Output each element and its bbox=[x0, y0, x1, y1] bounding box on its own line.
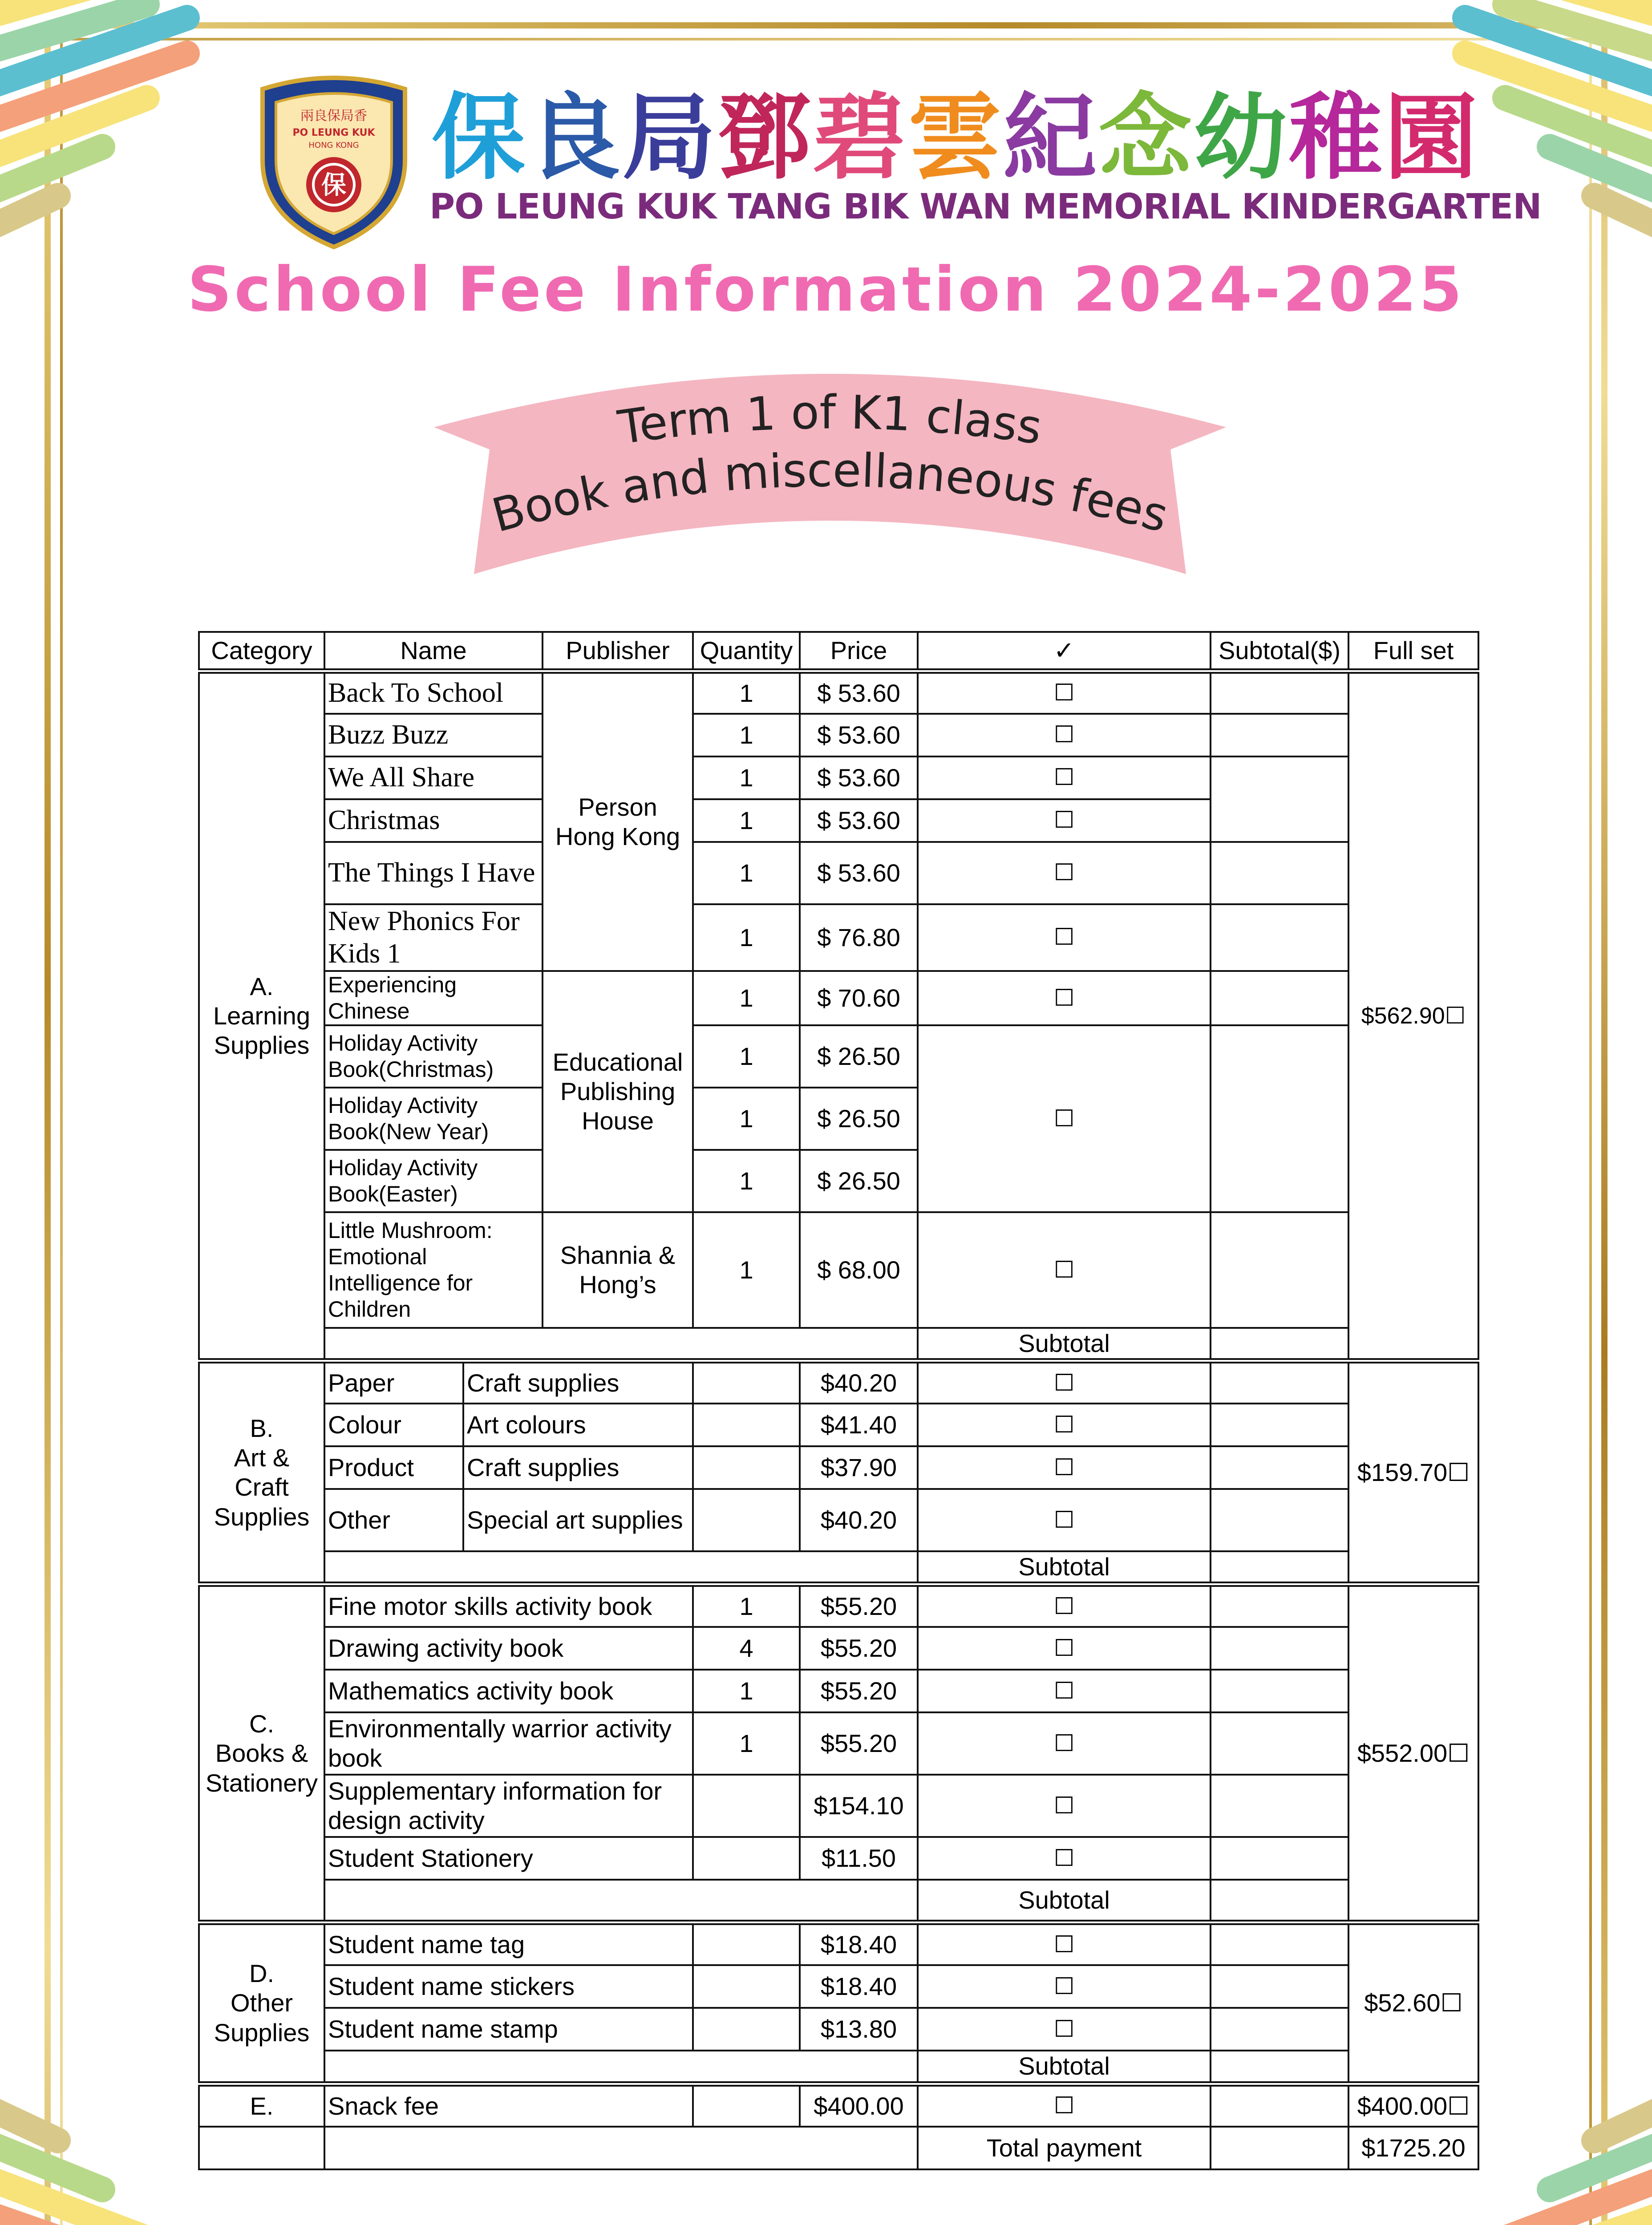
school-name-char: 碧 bbox=[813, 83, 908, 192]
category-c: C. Books & Stationery bbox=[199, 1584, 324, 1922]
item-quantity: 1 bbox=[693, 1212, 800, 1328]
item-checkbox[interactable]: ☐ bbox=[1053, 764, 1075, 791]
empty-cell bbox=[324, 1880, 918, 1922]
header-subtotal: Subtotal($) bbox=[1211, 632, 1348, 671]
item-price: $18.40 bbox=[800, 1965, 918, 2008]
item-price: $40.20 bbox=[800, 1361, 918, 1404]
subtotal-cell bbox=[1211, 2008, 1348, 2051]
item-price: $ 76.80 bbox=[800, 904, 918, 971]
item-price: $154.10 bbox=[800, 1775, 918, 1837]
table-row bbox=[199, 1361, 1478, 1404]
checkbox-cell bbox=[918, 1627, 1211, 1670]
item-description: Craft supplies bbox=[463, 1361, 693, 1404]
item-quantity bbox=[693, 1361, 800, 1404]
subtotal-cell bbox=[1211, 1489, 1348, 1551]
item-price: $41.40 bbox=[800, 1404, 918, 1446]
item-quantity bbox=[693, 1489, 800, 1551]
item-name: Mathematics activity book bbox=[324, 1670, 693, 1712]
item-quantity: 1 bbox=[693, 1088, 800, 1150]
item-price: $40.20 bbox=[800, 1489, 918, 1551]
item-quantity: 4 bbox=[693, 1627, 800, 1670]
item-quantity bbox=[693, 2008, 800, 2051]
item-name: Holiday Activity Book(Easter) bbox=[324, 1150, 543, 1212]
item-price: $55.20 bbox=[800, 1627, 918, 1670]
corner-stripes-decoration bbox=[0, 2087, 231, 2225]
table-row bbox=[199, 1670, 1478, 1712]
category-b: B. Art & Craft Supplies bbox=[199, 1361, 324, 1584]
subtotal-cell bbox=[1211, 1965, 1348, 2008]
school-name-char: 保 bbox=[432, 83, 527, 192]
item-price: $ 53.60 bbox=[800, 756, 918, 799]
item-quantity bbox=[693, 1775, 800, 1837]
subtotal-cell bbox=[1211, 1446, 1348, 1489]
item-name: Student name stickers bbox=[324, 1965, 693, 2008]
item-price: $13.80 bbox=[800, 2008, 918, 2051]
checkbox-cell bbox=[918, 1584, 1211, 1627]
svg-text:兩良保局香: 兩良保局香 bbox=[300, 108, 367, 124]
item-name: Buzz Buzz bbox=[324, 714, 543, 756]
subtotal-cell bbox=[1211, 1627, 1348, 1670]
school-name-char: 良 bbox=[527, 83, 623, 192]
checkbox-cell bbox=[918, 842, 1211, 904]
subtotal-row bbox=[199, 1551, 1478, 1584]
subtotal-cell bbox=[1211, 756, 1348, 842]
item-name: Holiday Activity Book(Christmas) bbox=[324, 1025, 543, 1088]
empty-cell bbox=[324, 2051, 918, 2083]
table-row bbox=[199, 671, 1478, 714]
subtotal-cell bbox=[1211, 1775, 1348, 1837]
item-name: Experiencing Chinese bbox=[324, 971, 543, 1025]
school-name-char: 鄧 bbox=[717, 83, 813, 192]
item-quantity: 1 bbox=[693, 904, 800, 971]
table-row bbox=[199, 1922, 1478, 1965]
table-row bbox=[199, 1446, 1478, 1489]
item-price: $55.20 bbox=[800, 1584, 918, 1627]
item-price: $400.00 bbox=[800, 2084, 918, 2127]
item-price: $ 53.60 bbox=[800, 842, 918, 904]
subtotal-cell bbox=[1211, 904, 1348, 971]
ribbon-line-2: Book and miscellaneous fees bbox=[486, 443, 1174, 543]
item-quantity: 1 bbox=[693, 1025, 800, 1088]
item-name: Paper bbox=[324, 1361, 463, 1404]
item-price: $ 53.60 bbox=[800, 714, 918, 756]
page-title: School Fee Information 2024-2025 bbox=[187, 254, 1465, 325]
item-description: Craft supplies bbox=[463, 1446, 693, 1489]
item-price: $18.40 bbox=[800, 1922, 918, 1965]
subtotal-cell bbox=[1211, 1922, 1348, 1965]
item-name: Supplementary information for design activity bbox=[324, 1775, 693, 1837]
item-quantity bbox=[693, 1965, 800, 2008]
school-name-char: 紀 bbox=[1003, 83, 1099, 192]
table-row bbox=[199, 1404, 1478, 1446]
subtotal-cell bbox=[1211, 842, 1348, 904]
subtotal-cell bbox=[1211, 1584, 1348, 1627]
publisher-shannia: Shannia & Hong’s bbox=[543, 1212, 693, 1328]
item-description: Special art supplies bbox=[463, 1489, 693, 1551]
checkbox-cell bbox=[918, 1446, 1211, 1489]
checkbox-cell bbox=[918, 1965, 1211, 2008]
checkbox-cell bbox=[918, 1212, 1211, 1328]
subtotal-label: Subtotal bbox=[918, 2051, 1211, 2083]
empty-cell bbox=[199, 2127, 324, 2169]
subtotal-cell bbox=[1211, 2084, 1348, 2127]
item-quantity: 1 bbox=[693, 799, 800, 842]
subtotal-cell bbox=[1211, 2051, 1348, 2083]
checkbox-cell bbox=[918, 1404, 1211, 1446]
item-checkbox[interactable]: ☐ bbox=[1053, 1506, 1075, 1533]
item-quantity: 1 bbox=[693, 1670, 800, 1712]
item-quantity: 1 bbox=[693, 1584, 800, 1627]
empty-cell bbox=[324, 1328, 918, 1361]
item-checkbox[interactable]: ☐ bbox=[1053, 2015, 1075, 2043]
checkbox-cell bbox=[918, 971, 1211, 1025]
subtotal-cell bbox=[1211, 714, 1348, 756]
school-name-char: 稚 bbox=[1289, 83, 1385, 192]
checkbox-cell bbox=[918, 1837, 1211, 1880]
item-checkbox[interactable]: ☐ bbox=[1053, 1369, 1075, 1396]
item-price: $ 68.00 bbox=[800, 1212, 918, 1328]
item-quantity: 1 bbox=[693, 1150, 800, 1212]
table-row bbox=[199, 904, 1478, 971]
subtotal-cell bbox=[1211, 1212, 1348, 1328]
category-a: A. Learning Supplies bbox=[199, 671, 324, 1361]
checkbox-cell bbox=[918, 1712, 1211, 1775]
item-name: Product bbox=[324, 1446, 463, 1489]
item-checkbox[interactable]: ☐ bbox=[1053, 1973, 1075, 2000]
item-checkbox[interactable]: ☐ bbox=[1053, 1845, 1075, 1872]
subtotal-label: Subtotal bbox=[918, 1880, 1211, 1922]
table-row bbox=[199, 1775, 1478, 1837]
item-checkbox[interactable]: ☐ bbox=[1053, 1256, 1075, 1283]
table-header-row bbox=[199, 632, 1478, 671]
item-checkbox[interactable]: ☐ bbox=[1053, 1931, 1075, 1958]
table-row bbox=[199, 1489, 1478, 1551]
header-category: Category bbox=[199, 632, 324, 671]
item-checkbox[interactable]: ☐ bbox=[1053, 1454, 1075, 1481]
header-name: Name bbox=[324, 632, 543, 671]
item-checkbox[interactable]: ☐ bbox=[1053, 1730, 1075, 1757]
checkbox-cell bbox=[918, 714, 1211, 756]
table-row bbox=[199, 2084, 1478, 2127]
checkbox-cell bbox=[918, 1775, 1211, 1837]
subtotal-cell bbox=[1211, 1837, 1348, 1880]
item-quantity bbox=[693, 1837, 800, 1880]
item-checkbox[interactable]: ☐ bbox=[1053, 721, 1075, 748]
total-row bbox=[199, 2127, 1478, 2169]
full-set-c: $552.00☐ bbox=[1348, 1584, 1478, 1922]
subtotal-cell bbox=[1211, 1880, 1348, 1922]
header-full-set: Full set bbox=[1348, 632, 1478, 671]
svg-text:HONG KONG: HONG KONG bbox=[308, 141, 359, 150]
category-e: E. bbox=[199, 2084, 324, 2127]
subtotal-label: Subtotal bbox=[918, 1328, 1211, 1361]
checkbox-cell bbox=[918, 1670, 1211, 1712]
header-check: ✓ bbox=[918, 632, 1211, 671]
checkbox-cell bbox=[918, 1489, 1211, 1551]
item-name: Environmentally warrior activity book bbox=[324, 1712, 693, 1775]
item-price: $ 70.60 bbox=[800, 971, 918, 1025]
total-value: $1725.20 bbox=[1348, 2127, 1478, 2169]
subtotal-cell bbox=[1211, 1361, 1348, 1404]
item-quantity: 1 bbox=[693, 1712, 800, 1775]
checkbox-cell bbox=[918, 904, 1211, 971]
item-checkbox[interactable]: ☐ bbox=[1053, 1105, 1075, 1132]
table-row bbox=[199, 1584, 1478, 1627]
item-checkbox[interactable]: ☐ bbox=[1053, 1593, 1075, 1620]
item-price: $55.20 bbox=[800, 1712, 918, 1775]
school-crest-logo bbox=[249, 71, 418, 249]
item-name: Back To School bbox=[324, 671, 543, 714]
table-row bbox=[199, 1837, 1478, 1880]
item-checkbox[interactable]: ☐ bbox=[1053, 1411, 1075, 1438]
ribbon-banner bbox=[432, 347, 1228, 583]
item-quantity: 1 bbox=[693, 842, 800, 904]
school-name-char: 局 bbox=[622, 83, 718, 192]
item-price: $ 26.50 bbox=[800, 1025, 918, 1088]
item-name: Snack fee bbox=[324, 2084, 693, 2127]
school-name-english: PO LEUNG KUK TANG BIK WAN MEMORIAL KINDERGARTEN bbox=[429, 187, 1542, 227]
item-checkbox[interactable]: ☐ bbox=[1053, 859, 1075, 886]
item-quantity bbox=[693, 1922, 800, 1965]
item-price: $11.50 bbox=[800, 1837, 918, 1880]
item-checkbox[interactable]: ☐ bbox=[1053, 1677, 1075, 1704]
item-checkbox[interactable]: ☐ bbox=[1053, 924, 1075, 951]
item-name: We All Share bbox=[324, 756, 543, 799]
full-set-d: $52.60☐ bbox=[1348, 1922, 1478, 2083]
item-name: Christmas bbox=[324, 799, 543, 842]
school-name-char: 幼 bbox=[1194, 83, 1289, 192]
publisher-educational: Educational Publishing House bbox=[543, 971, 693, 1212]
item-price: $ 53.60 bbox=[800, 671, 918, 714]
svg-text:保: 保 bbox=[321, 171, 346, 200]
school-name-char: 園 bbox=[1384, 83, 1480, 192]
full-set-e: $400.00☐ bbox=[1348, 2084, 1478, 2127]
subtotal-cell bbox=[1211, 1551, 1348, 1584]
item-name: Other bbox=[324, 1489, 463, 1551]
table-row bbox=[199, 842, 1478, 904]
table-row bbox=[199, 2008, 1478, 2051]
subtotal-cell bbox=[1211, 1712, 1348, 1775]
checkbox-cell bbox=[918, 756, 1211, 799]
empty-cell bbox=[324, 1551, 918, 1584]
corner-stripes-decoration bbox=[0, 0, 231, 249]
item-quantity bbox=[693, 1404, 800, 1446]
empty-cell bbox=[324, 2127, 918, 2169]
checkbox-cell bbox=[918, 799, 1211, 842]
checkbox-cell bbox=[918, 1025, 1211, 1212]
subtotal-cell bbox=[1211, 671, 1348, 714]
table-row bbox=[199, 756, 1478, 799]
item-checkbox[interactable]: ☐ bbox=[1053, 984, 1075, 1011]
subtotal-cell bbox=[1211, 2127, 1348, 2169]
fee-table bbox=[198, 631, 1479, 2170]
item-checkbox[interactable]: ☐ bbox=[1053, 2092, 1075, 2119]
checkbox-cell bbox=[918, 2008, 1211, 2051]
checkbox-cell bbox=[918, 1922, 1211, 1965]
item-quantity bbox=[693, 1446, 800, 1489]
table-row bbox=[199, 1025, 1478, 1088]
item-name: Drawing activity book bbox=[324, 1627, 693, 1670]
publisher-pearson: Person Hong Kong bbox=[543, 671, 693, 971]
item-quantity: 1 bbox=[693, 671, 800, 714]
item-price: $55.20 bbox=[800, 1670, 918, 1712]
table-row bbox=[199, 1965, 1478, 2008]
header-publisher: Publisher bbox=[543, 632, 693, 671]
item-name: Student Stationery bbox=[324, 1837, 693, 1880]
item-name: Holiday Activity Book(New Year) bbox=[324, 1088, 543, 1150]
school-name-char: 雲 bbox=[908, 83, 1004, 192]
full-set-a: $562.90☐ bbox=[1348, 671, 1478, 1361]
item-checkbox[interactable]: ☐ bbox=[1053, 680, 1075, 707]
item-name: Colour bbox=[324, 1404, 463, 1446]
item-price: $ 53.60 bbox=[800, 799, 918, 842]
header-quantity: Quantity bbox=[693, 632, 800, 671]
item-quantity: 1 bbox=[693, 756, 800, 799]
subtotal-cell bbox=[1211, 1025, 1348, 1212]
total-label: Total payment bbox=[918, 2127, 1211, 2169]
item-price: $ 26.50 bbox=[800, 1150, 918, 1212]
subtotal-label: Subtotal bbox=[918, 1551, 1211, 1584]
subtotal-cell bbox=[1211, 1404, 1348, 1446]
item-name: New Phonics For Kids 1 bbox=[324, 904, 543, 971]
item-name: Little Mushroom: Emotional Intelligence for Children bbox=[324, 1212, 543, 1328]
table-row bbox=[199, 1212, 1478, 1328]
item-name: Fine motor skills activity book bbox=[324, 1584, 693, 1627]
checkbox-cell bbox=[918, 2084, 1211, 2127]
subtotal-row bbox=[199, 1328, 1478, 1361]
item-name: Student name stamp bbox=[324, 2008, 693, 2051]
item-quantity bbox=[693, 2084, 800, 2127]
table-row bbox=[199, 714, 1478, 756]
item-quantity: 1 bbox=[693, 714, 800, 756]
item-price: $37.90 bbox=[800, 1446, 918, 1489]
ribbon-line-1: Term 1 of K1 class bbox=[615, 385, 1045, 455]
checkbox-cell bbox=[918, 1361, 1211, 1404]
item-description: Art colours bbox=[463, 1404, 693, 1446]
school-name-chinese bbox=[432, 78, 1479, 198]
subtotal-cell bbox=[1211, 971, 1348, 1025]
item-checkbox[interactable]: ☐ bbox=[1053, 1634, 1075, 1662]
subtotal-cell bbox=[1211, 1670, 1348, 1712]
table-row bbox=[199, 1712, 1478, 1775]
item-name: Student name tag bbox=[324, 1922, 693, 1965]
header-price: Price bbox=[800, 632, 918, 671]
item-price: $ 26.50 bbox=[800, 1088, 918, 1150]
table-row bbox=[199, 1627, 1478, 1670]
checkbox-cell bbox=[918, 671, 1211, 714]
svg-text:PO LEUNG KUK: PO LEUNG KUK bbox=[292, 127, 375, 138]
category-d: D. Other Supplies bbox=[199, 1922, 324, 2083]
subtotal-cell bbox=[1211, 1328, 1348, 1361]
item-checkbox[interactable]: ☐ bbox=[1053, 1792, 1075, 1819]
school-name-char: 念 bbox=[1098, 83, 1194, 192]
subtotal-row bbox=[199, 2051, 1478, 2083]
subtotal-row bbox=[199, 1880, 1478, 1922]
item-name: The Things I Have bbox=[324, 842, 543, 904]
item-checkbox[interactable]: ☐ bbox=[1053, 807, 1075, 834]
table-row bbox=[199, 971, 1478, 1025]
full-set-b: $159.70☐ bbox=[1348, 1361, 1478, 1584]
item-quantity: 1 bbox=[693, 971, 800, 1025]
